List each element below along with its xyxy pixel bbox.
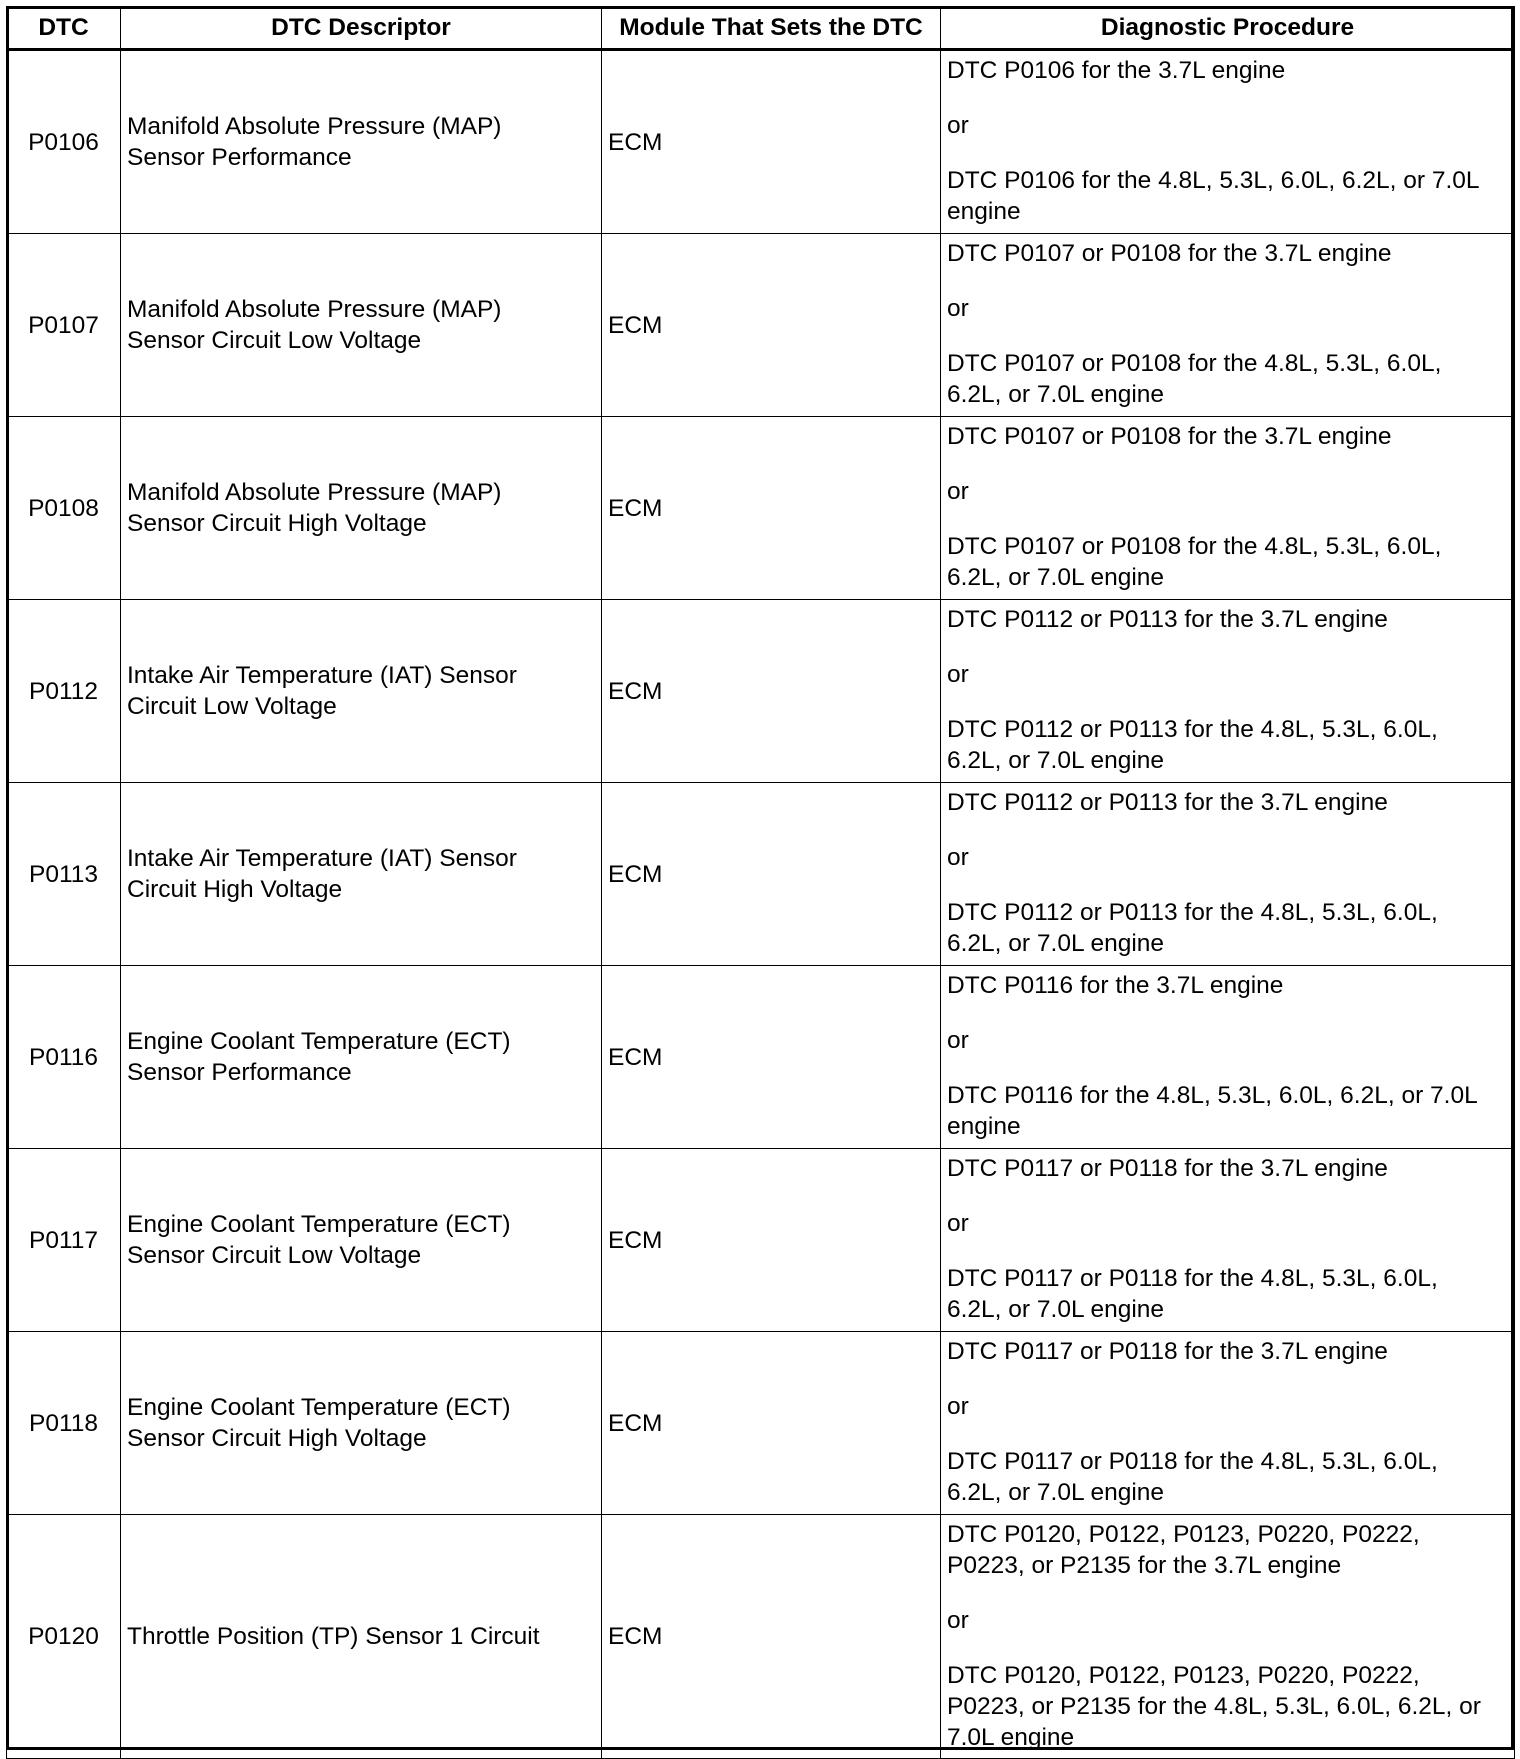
cell-module: ECM <box>602 417 941 600</box>
procedure-line: DTC P0106 for the 4.8L, 5.3L, 6.0L, 6.2L, or 7.0L <box>947 167 1480 194</box>
procedure-or-separator: or <box>947 478 969 505</box>
cell-module: ECM <box>602 966 941 1149</box>
descriptor-line: Intake Air Temperature (IAT) Sensor <box>127 662 517 689</box>
procedure-line: DTC P0112 or P0113 for the 4.8L, 5.3L, 6.0L, <box>947 716 1438 743</box>
cell-module: ECM <box>602 50 941 234</box>
descriptor-line: Engine Coolant Temperature (ECT) <box>127 1028 511 1055</box>
table-row <box>7 234 1515 417</box>
header-module: Module That Sets the DTC <box>602 7 941 50</box>
table-row <box>7 1515 1515 1759</box>
cell-descriptor <box>121 1515 602 1759</box>
descriptor-line: Circuit High Voltage <box>127 876 343 903</box>
descriptor-line: Circuit Low Voltage <box>127 693 337 720</box>
table-row <box>7 417 1515 600</box>
procedure-spacer <box>947 635 1508 659</box>
cell-descriptor <box>121 1332 602 1515</box>
descriptor-line: Intake Air Temperature (IAT) Sensor <box>127 845 517 872</box>
table-row <box>7 50 1515 234</box>
table-row <box>7 966 1515 1149</box>
cell-module: ECM <box>602 1332 941 1515</box>
procedure-line: DTC P0117 or P0118 for the 3.7L engine <box>947 1338 1388 1365</box>
cell-procedure <box>941 234 1515 417</box>
procedure-line: DTC P0107 or P0108 for the 3.7L engine <box>947 240 1392 267</box>
procedure-line: 6.2L, or 7.0L engine <box>947 747 1165 774</box>
procedure-line: DTC P0117 or P0118 for the 4.8L, 5.3L, 6.0L, <box>947 1265 1438 1292</box>
cell-dtc-code: P0118 <box>7 1332 121 1515</box>
descriptor-line: Throttle Position (TP) Sensor 1 Circuit <box>127 1623 540 1650</box>
procedure-line: DTC P0120, P0122, P0123, P0220, P0222, <box>947 1521 1420 1548</box>
procedure-line: 6.2L, or 7.0L engine <box>947 564 1165 591</box>
procedure-spacer <box>947 452 1508 476</box>
cell-descriptor <box>121 417 602 600</box>
cell-descriptor <box>121 783 602 966</box>
cell-dtc-code: P0107 <box>7 234 121 417</box>
cell-dtc-code: P0112 <box>7 600 121 783</box>
cell-descriptor <box>121 50 602 234</box>
procedure-line: DTC P0117 or P0118 for the 4.8L, 5.3L, 6.0L, <box>947 1448 1438 1475</box>
procedure-line: DTC P0106 for the 3.7L engine <box>947 57 1286 84</box>
procedure-line: DTC P0116 for the 4.8L, 5.3L, 6.0L, 6.2L, or 7.0L <box>947 1082 1478 1109</box>
table-row <box>7 1149 1515 1332</box>
procedure-spacer <box>947 1239 1508 1263</box>
procedure-line: 6.2L, or 7.0L engine <box>947 1479 1165 1506</box>
procedure-line: DTC P0120, P0122, P0123, P0220, P0222, <box>947 1662 1420 1689</box>
procedure-spacer <box>947 1001 1508 1025</box>
cell-descriptor <box>121 1149 602 1332</box>
descriptor-line: Sensor Circuit Low Voltage <box>127 327 422 354</box>
procedure-line: engine <box>947 1113 1021 1140</box>
cell-dtc-code: P0113 <box>7 783 121 966</box>
procedure-spacer <box>947 324 1508 348</box>
cell-module: ECM <box>602 1515 941 1759</box>
descriptor-line: Manifold Absolute Pressure (MAP) <box>127 479 502 506</box>
procedure-or-separator: or <box>947 1393 969 1420</box>
procedure-line: 6.2L, or 7.0L engine <box>947 930 1165 957</box>
procedure-line: DTC P0116 for the 3.7L engine <box>947 972 1284 999</box>
procedure-line: 7.0L engine <box>947 1724 1075 1751</box>
cell-procedure <box>941 1332 1515 1515</box>
descriptor-line: Manifold Absolute Pressure (MAP) <box>127 296 502 323</box>
procedure-or-separator: or <box>947 1210 969 1237</box>
cell-module: ECM <box>602 1149 941 1332</box>
procedure-spacer <box>947 507 1508 531</box>
procedure-line: DTC P0107 or P0108 for the 4.8L, 5.3L, 6.0L, <box>947 533 1442 560</box>
cell-procedure <box>941 417 1515 600</box>
procedure-spacer <box>947 873 1508 897</box>
procedure-or-separator: or <box>947 661 969 688</box>
descriptor-line: Engine Coolant Temperature (ECT) <box>127 1394 511 1421</box>
procedure-line: engine <box>947 198 1021 225</box>
procedure-spacer <box>947 141 1508 165</box>
descriptor-line: Engine Coolant Temperature (ECT) <box>127 1211 511 1238</box>
cell-dtc-code: P0120 <box>7 1515 121 1759</box>
cell-procedure <box>941 783 1515 966</box>
procedure-line: DTC P0112 or P0113 for the 4.8L, 5.3L, 6.0L, <box>947 899 1438 926</box>
procedure-line: P0223, or P2135 for the 4.8L, 5.3L, 6.0L, 6.2L, or <box>947 1693 1481 1720</box>
header-descriptor: DTC Descriptor <box>121 7 602 50</box>
descriptor-line: Sensor Circuit High Voltage <box>127 510 427 537</box>
cell-procedure <box>941 50 1515 234</box>
descriptor-line: Manifold Absolute Pressure (MAP) <box>127 113 502 140</box>
procedure-or-separator: or <box>947 1027 969 1054</box>
header-procedure: Diagnostic Procedure <box>941 7 1515 50</box>
descriptor-line: Sensor Performance <box>127 1059 352 1086</box>
cell-dtc-code: P0108 <box>7 417 121 600</box>
procedure-spacer <box>947 86 1508 110</box>
descriptor-line: Sensor Circuit Low Voltage <box>127 1242 422 1269</box>
procedure-spacer <box>947 269 1508 293</box>
procedure-line: DTC P0107 or P0108 for the 3.7L engine <box>947 423 1392 450</box>
cell-descriptor <box>121 234 602 417</box>
descriptor-line: Sensor Performance <box>127 144 352 171</box>
procedure-or-separator: or <box>947 844 969 871</box>
cell-descriptor <box>121 600 602 783</box>
cell-dtc-code: P0117 <box>7 1149 121 1332</box>
procedure-or-separator: or <box>947 112 969 139</box>
cell-module: ECM <box>602 600 941 783</box>
cell-module: ECM <box>602 783 941 966</box>
table-row <box>7 783 1515 966</box>
procedure-spacer <box>947 818 1508 842</box>
cell-procedure <box>941 966 1515 1149</box>
cell-procedure <box>941 1149 1515 1332</box>
procedure-line: P0223, or P2135 for the 3.7L engine <box>947 1552 1342 1579</box>
table-row <box>7 1332 1515 1515</box>
cell-descriptor <box>121 966 602 1149</box>
procedure-line: DTC P0112 or P0113 for the 3.7L engine <box>947 606 1388 633</box>
procedure-line: 6.2L, or 7.0L engine <box>947 381 1165 408</box>
cell-procedure <box>941 1515 1515 1759</box>
dtc-table <box>6 6 1515 1759</box>
cell-dtc-code: P0106 <box>7 50 121 234</box>
procedure-spacer <box>947 1056 1508 1080</box>
dtc-table-sheet <box>6 6 1514 1759</box>
procedure-spacer <box>947 1422 1508 1446</box>
procedure-spacer <box>947 1184 1508 1208</box>
table-body <box>7 50 1515 1759</box>
procedure-or-separator: or <box>947 1607 969 1634</box>
cell-procedure <box>941 600 1515 783</box>
procedure-or-separator: or <box>947 295 969 322</box>
table-row <box>7 600 1515 783</box>
cell-module: ECM <box>602 234 941 417</box>
procedure-spacer <box>947 1367 1508 1391</box>
header-row <box>7 7 1515 50</box>
header-dtc: DTC <box>7 7 121 50</box>
procedure-line: DTC P0107 or P0108 for the 4.8L, 5.3L, 6.0L, <box>947 350 1442 377</box>
procedure-spacer <box>947 1636 1508 1660</box>
procedure-spacer <box>947 690 1508 714</box>
procedure-line: DTC P0117 or P0118 for the 3.7L engine <box>947 1155 1388 1182</box>
procedure-line: 6.2L, or 7.0L engine <box>947 1296 1165 1323</box>
procedure-line: DTC P0112 or P0113 for the 3.7L engine <box>947 789 1388 816</box>
descriptor-line: Sensor Circuit High Voltage <box>127 1425 427 1452</box>
cell-dtc-code: P0116 <box>7 966 121 1149</box>
procedure-spacer <box>947 1581 1508 1605</box>
